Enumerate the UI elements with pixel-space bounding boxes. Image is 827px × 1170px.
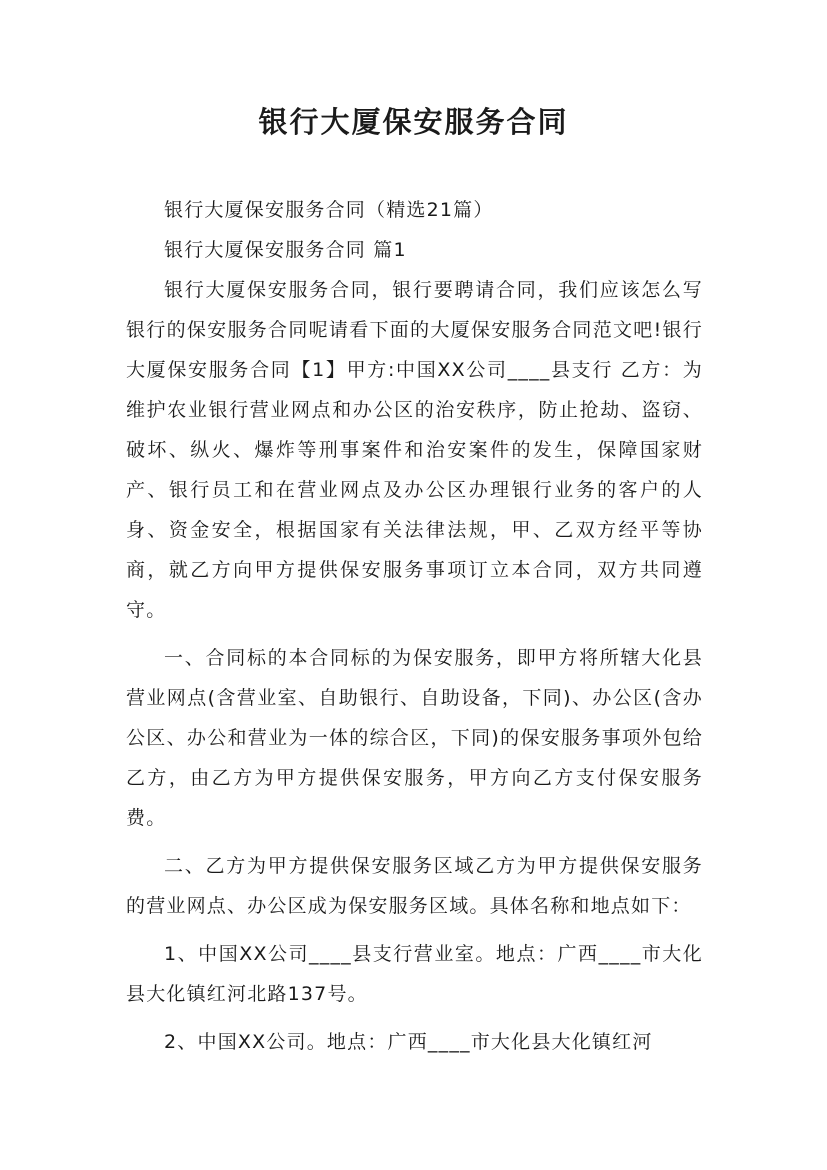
paragraph-clause-1: 一、合同标的本合同标的为保安服务，即甲方将所辖大化县营业网点(含营业室、自助银行、自助设备，下同)、办公区(含办公区、办公和营业为一体的综合区，下同)的保安服务事项外包给乙方，由乙方为甲方提供保安服务，甲方向乙方支付保安服务费。 bbox=[126, 647, 703, 829]
paragraph-subtitle: 银行大厦保安服务合同（精选21篇） bbox=[164, 199, 494, 221]
document-body bbox=[126, 190, 703, 1062]
paragraph-list-item-1: 1、中国XX公司____县支行营业室。地点：广西____市大化县大化镇红河北路137号。 bbox=[126, 943, 703, 1005]
paragraph-intro: 银行大厦保安服务合同，银行要聘请合同，我们应该怎么写银行的保安服务合同呢请看下面的大厦保安服务合同范文吧!银行大厦保安服务合同【1】甲方:中国XX公司____县支行 乙方：为维护农业银行营业网点和办公区的治安秩序，防止抢劫、盗窃、破坏、纵火、爆炸等刑事案件和治安案件的发生，保障国家财产、银行员工和在营业网点及办公区办理银行业务的客户的人身、资金安全，根据国家有关法律法规，甲、乙双方经平等协商，就乙方向甲方提供保安服务事项订立本合同，双方共同遵守。 bbox=[126, 279, 703, 621]
paragraph-section-heading: 银行大厦保安服务合同 篇1 bbox=[164, 239, 407, 261]
paragraph-list-item-2: 2、中国XX公司。地点：广西____市大化县大化镇红河 bbox=[164, 1031, 653, 1053]
document-title: 银行大厦保安服务合同 bbox=[258, 105, 569, 139]
paragraph-clause-2: 二、乙方为甲方提供保安服务区域乙方为甲方提供保安服务的营业网点、办公区成为保安服务区域。具体名称和地点如下： bbox=[126, 855, 703, 917]
